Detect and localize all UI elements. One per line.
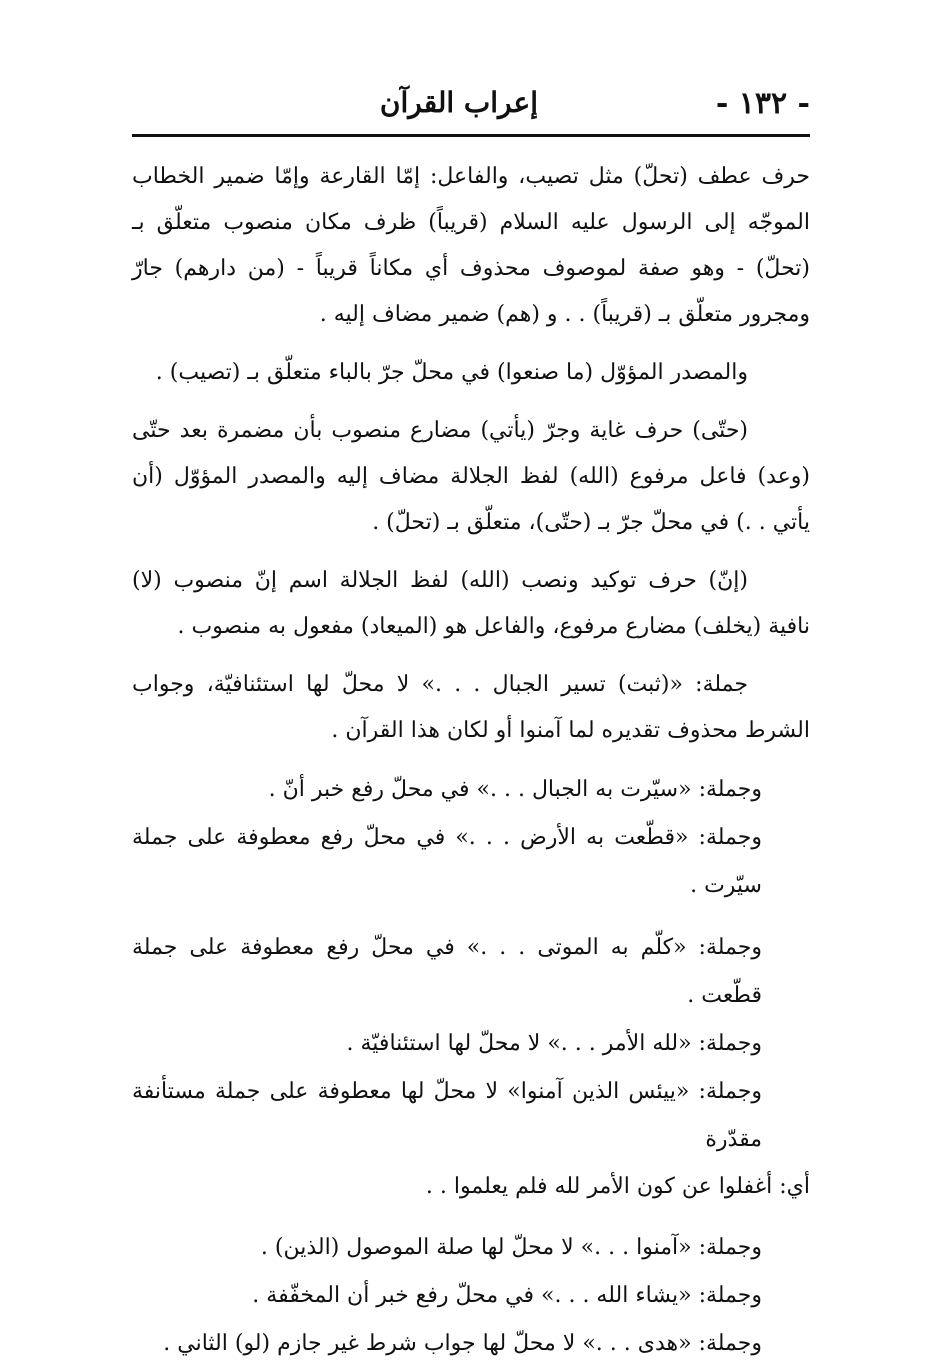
paragraph-jumla-main: جملة: «(ثبت) تسير الجبال . . .» لا محلّ لها استئنافيّة، وجواب الشرط محذوف تقديره لما آمنوا أو لكان هذا القرآن . [132,672,810,743]
sentence-yayas: وجملة: «ييئس الذين آمنوا» لا محلّ لها معطوفة على جملة مستأنفة مقدّرة [132,1079,762,1152]
sentence-kullima: وجملة: «كلّم به الموتى . . .» في محلّ رفع معطوفة على جملة قطّعت . [132,935,762,1008]
page-body [132,154,810,1368]
paragraph-masdar: والمصدر المؤوّل (ما صنعوا) في محلّ جرّ بالباء متعلّق بـ (تصيب) . [155,360,748,385]
sentence-amanu: وجملة: «آمنوا . . .» لا محلّ لها صلة الموصول (الذين) . [260,1235,762,1260]
sentence-yashau: وجملة: «يشاء الله . . .» في محلّ رفع خبر أن المخفّفة . [252,1283,762,1308]
page-header [132,80,810,132]
spacer [132,910,810,924]
paragraph-inna: (إنّ) حرف توكيد ونصب (الله) لفظ الجلالة اسم إنّ منصوب (لا) نافية (يخلف) مضارع مرفوع، والفاعل هو (الميعاد) مفعول به منصوب . [132,568,810,639]
page-number: - ١٣٢ - [715,86,810,121]
paragraph-conjunction: حرف عطف (تحلّ) مثل تصيب، والفاعل: إمّا القارعة وإمّا ضمير الخطاب الموجّه إلى الرسول عليه السلام (قريباً) ظرف مكان منصوب متعلّق بـ (تحلّ) - وهو صفة لموصوف محذوف أي مكاناً قريباً - (من دارهم) جارّ ومجرور متعلّق بـ (قريباً) . . و (هم) ضمير مضاف إليه . [132,164,810,327]
sentence-continuation: أي: أغفلوا عن كون الأمر لله فلم يعلموا . . [425,1174,810,1199]
paragraph-hatta: (حتّى) حرف غاية وجرّ (يأتي) مضارع منصوب بأن مضمرة بعد حتّى (وعد) فاعل مرفوع (الله) لفظ الجلالة مضاف إليه والمصدر المؤوّل (أن يأتي . .) في محلّ جرّ بـ (حتّى)، متعلّق بـ (تحلّ) . [132,418,810,535]
spacer [132,1210,810,1224]
sentence-quttiat: وجملة: «قطّعت به الأرض . . .» في محلّ رفع معطوفة على جملة سيّرت . [132,825,762,898]
sentence-suyyirat: وجملة: «سيّرت به الجبال . . .» في محلّ رفع خبر أنّ . [268,777,762,802]
sentence-lillah-alamr: وجملة: «لله الأمر . . .» لا محلّ لها استئنافيّة . [346,1031,762,1056]
header-rule [132,134,810,137]
sentence-huda: وجملة: «هدى . . .» لا محلّ لها جواب شرط غير جازم (لو) الثاني . [163,1331,762,1356]
running-title: إعراب القرآن [379,86,538,119]
